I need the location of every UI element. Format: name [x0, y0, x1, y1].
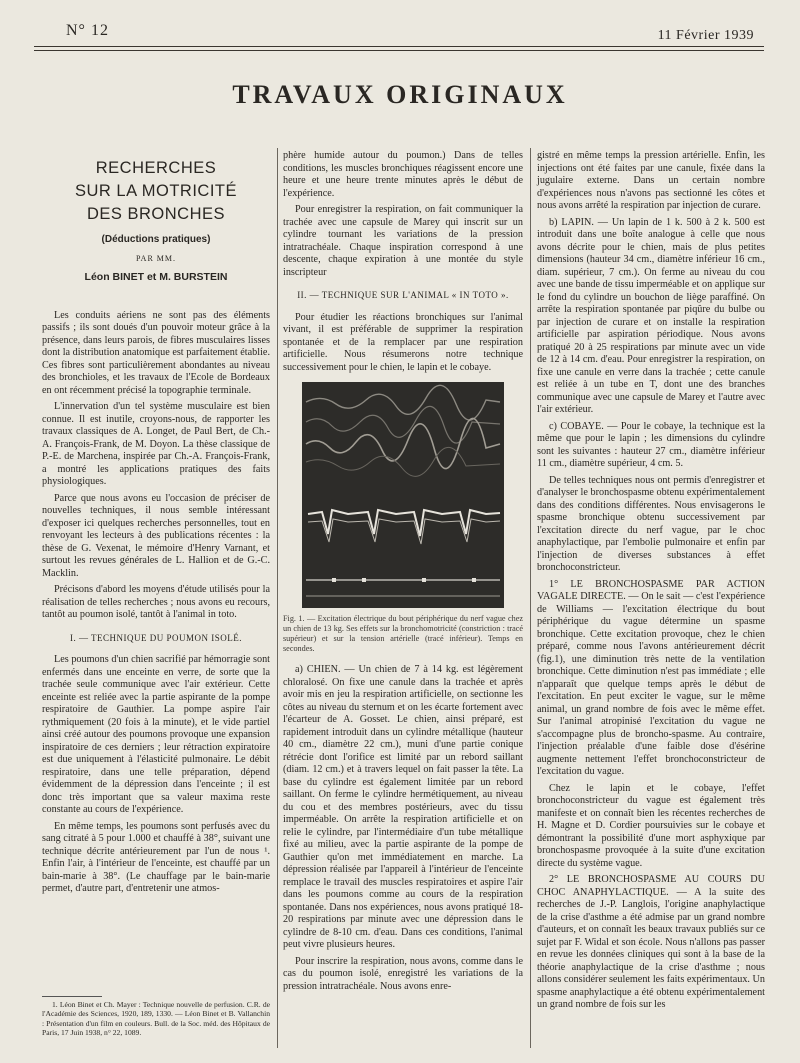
paragraph: Pour enregistrer la respiration, on fait communiquer la trachée avec une capsule de Marey qui inscrit sur un cylindre tournant les variations de la pression intratrachéale. Chaque inspiration correspond à une descente, chaque expiration à une montée du style inscripteur	[283, 204, 523, 278]
paragraph: c) COBAYE. — Pour le cobaye, la technique est la même que pour le lapin ; les dimensions du cylindre sont les suivantes : hauteur 27 cm., diamètre inférieur 11 cm., diamètre supérieur, 4 cm. 5.	[537, 420, 765, 469]
paragraph: b) LAPIN. — Un lapin de 1 k. 500 à 2 k. 500 est introduit dans une boîte analogue à celle que nous avons décrite pour le chien, mais de plus petites dimensions (hauteur 34 cm., diamètre inférieur 16 cm., diam. supérieur, 7 cm.). On ferme au niveau du cou avec une bande de tissu imperméable et on applique sur le fond du cylindre un bouchon de liège paraffiné. On arrête la respiration spontanée par piqûre du bulbe ou par injection de curare et on installe la respiration artificielle par aspiration périodique. Nous avons pratiqué 20 à 25 respirations par minute avec un vide de 12 à 14 cm. d'eau. Pour enregistrer la respiration, on fixe une canule en verre dans la trachée ; cette canule est reliée à un tube en T, dont une des branches communique avec une capsule de Marey et l'autre avec l'air extérieur.	[537, 216, 765, 415]
byline-prefix: PAR MM.	[135, 253, 177, 263]
paragraph: a) CHIEN. — Un chien de 7 à 14 kg. est légèrement chloralosé. On fixe une canule dans la trachée et après avoir mis en jeu la respiration artificielle, on sectionne les côtes au niveau du sternum et on les écarte fortement avec l'écarteur de A. Gosset. Le chien, ainsi préparé, est rapidement introduit dans un cylindre métallique (hauteur 40 cm., diamètre 22 cm.), muni d'une partie conique rétrécie dont l'orifice est limité par un rebord saillant (diam. 12 cm.) et à travers lequel on fait passer la tête. La base du cylindre est également limitée par un rebord saillant. On ferme le cylindre hermétiquement, au niveau du cou et des membres postérieurs, avec du tissu imperméable. On arrête la respiration artificielle et on relie le cylindre, par l'intermédiaire d'un tube métallique fixé au milieu, avec la partie aspirante de la pompe de Gauthier qu'on met immédiatement en marche. La dépression réalisée par l'appareil à l'intérieur de l'enceinte remplace le travail des muscles respiratoires et aspire l'air dans les poumons comme au cours de la respiration spontanée. Dans nos expériences, nous avons pratiqué 18-20 respirations par minute avec une dépression dans le cylindre de 8-10 cm. d'eau. Dans ces conditions, l'animal peut vivre plusieurs heures.	[283, 664, 523, 950]
header-rule-top	[34, 46, 764, 47]
footnote: 1. Léon Binet et Ch. Mayer : Technique nouvelle de perfusion. C.R. de l'Académie des Sciences, 1920, 189, 1330. — Léon Binet et B. Vallanchin : Présentation d'un film en couleurs. Bull. de la Soc. méd. des Hôpitaux de Paris, 17 Juin 1938, n° 22, 1089.	[42, 1000, 270, 1038]
title-line: SUR LA MOTRICITÉ	[74, 182, 238, 200]
issue-date: 11 Février 1939	[657, 28, 754, 43]
header-rule-bottom	[34, 50, 764, 51]
paragraph: Les conduits aériens ne sont pas des éléments passifs ; ils sont doués d'un pouvoir moteur grâce à la présence, dans leurs parois, de fibres musculaires lisses dont la distribution anatomique est parfaitement établie. Ces fibres sont particulièrement abondantes au niveau des bronchioles, et les travaux de l'Ecole de Bordeaux en ont récemment précisé la topographie terminale.	[42, 309, 270, 396]
issue-number: N° 12	[66, 22, 109, 39]
paragraph: 2° LE BRONCHOSPASME AU COURS DU CHOC ANAPHYLACTIQUE. — A la suite des recherches de J.-P. Langlois, l'origine anaphylactique de la crise d'asthme a été admise par un grand nombre d'auteurs, et on connaît les beaux travaux publiés sur ce sujet par F. Widal et son école. Nous n'allons pas passer en revue les données cliniques qui sont à la base de la théorie anaphylactique de la crise d'asthme ; nous allons considérer seulement les faits expérimentaux. Un spasme anaphylactique a été obtenu expérimentalement un grand nombre de fois sur les	[537, 874, 765, 1010]
paragraph: phère humide autour du poumon.) Dans de telles conditions, les muscles bronchiques réagissent encore une heure et une heure trente minutes après le début de l'expérience.	[283, 150, 523, 199]
footnote-rule	[42, 996, 102, 997]
paragraph: Pour étudier les réactions bronchiques sur l'animal vivant, il est préférable de supprimer la respiration spontanée et de la remplacer par une respiration artificielle. Nous résumerons notre technique successivement pour le chien, le lapin et le cobaye.	[283, 311, 523, 373]
column-2	[283, 150, 523, 997]
paragraph: Les poumons d'un chien sacrifié par hémorragie sont enfermés dans une enceinte en verre, de sorte que la trachée seule communique avec l'air extérieur. Cette enceinte est reliée avec la partie aspirante de la pompe respiratoire de Gauthier. La pompe aspire l'air rythmiquement (20 fois à la minute), et le vide partiel ainsi créé autour des poumons provoque une expansion inspiratoire de ces derniers ; leur rétraction expiratoire est due uniquement à l'élasticité pulmonaire. Le débit respiratoire, dans une telle préparation, dépend évidemment de la dépression dans l'enceinte ; il est donc très important que sa valeur maxima reste constante au cours de l'expérience.	[42, 654, 270, 815]
article-authors: Léon BINET et M. BURSTEIN	[84, 271, 228, 283]
paragraph: Pour inscrire la respiration, nous avons, comme dans le cas du poumon isolé, enregistré les variations de la pression intratrachéale. Nous avons enre-	[283, 955, 523, 992]
paragraph: gistré en même temps la pression artérielle. Enfin, les injections ont été faites par une canule, fixée dans la jugulaire externe. Dans un certain nombre d'expériences nous n'avons pas sectionné les côtes et nous avons arrêté la respiration par injection de curare.	[537, 150, 765, 211]
article-title	[42, 157, 270, 226]
article-subtitle: (Déductions pratiques)	[101, 234, 211, 245]
section-title: TRAVAUX ORIGINAUX	[232, 80, 568, 109]
column-divider	[277, 148, 278, 1048]
section-heading: II. — TECHNIQUE SUR L'ANIMAL « IN TOTO ».	[297, 290, 509, 300]
paragraph: 1° LE BRONCHOSPASME PAR ACTION VAGALE DIRECTE. — On le sait — c'est l'expérience de Williams — l'excitation électrique du bout périphérique du vague détermine un spasme bronchique. Cette excitation provoque, chez le chien préparé, comme nous l'avons antérieurement décrit (fig.1), une diminution très nette de la ventilation bronchique. Cette diminution n'est pas immédiate ; elle n'apparaît que quelque temps après le début de l'excitation. En peut exciter le vague, sur le même animal, un grand nombre de fois avec le même effet. Sur l'animal atropinisé l'excitation du vague ne s'accompagne plus de broncho-spasme. Au contraire, l'injection préalable d'une faible dose d'ésérine augmente nettement l'effet bronchoconstricteur de l'excitation du vague.	[537, 578, 765, 777]
paragraph: L'innervation d'un tel système musculaire est bien connue. Il est inutile, croyons-nous, de rapporter les travaux classiques de A. Longet, de Paul Bert, de Ch.-A. François-Frank, de M. Doyon. La thèse classique de P.-E. de Marchena, inspirée par Ch.-A. François-Frank, a montré les applications pratiques des faits physiologiques.	[42, 401, 270, 487]
column-3	[537, 150, 765, 1016]
section-heading: I. — TECHNIQUE DU POUMON ISOLÉ.	[69, 632, 243, 643]
title-line: DES BRONCHES	[86, 205, 226, 223]
paragraph: Parce que nous avons eu l'occasion de préciser de nouvelles techniques, il nous semble intéressant d'exposer ici quelques recherches personnelles, tout en renvoyant les lecteurs à des publications récentes : la thèse de G. Vexenat, le mémoire d'Henry Varnant, et surtout les revues générales de L. Hallion et de G.-C. Macklin.	[42, 492, 270, 579]
paragraph: En même temps, les poumons sont perfusés avec du sang citraté à 5 pour 1.000 et chauffé à 38°, suivant une technique décrite antérieurement par l'un de nous ¹. Enfin l'air, à l'intérieur de l'enceinte, est chauffé par un bain-marie à 38°. (Le chauffage par le bain-marie permet, d'autre part, d'entretenir une atmos-	[42, 820, 270, 894]
column-divider	[530, 148, 531, 1048]
kymograph-trace-image	[302, 382, 504, 608]
figure-caption: Fig. 1. — Excitation électrique du bout périphérique du nerf vague chez un chien de 13 kg. Ses effets sur la bronchomotricité (constriction : tracé supérieur) et sur la tension artérielle (tracé inférieur). Temps en secondes.	[283, 614, 523, 653]
paragraph: Précisons d'abord les moyens d'étude utilisés pour la réalisation de telles recherches ; nous avons eu recours, tantôt au poumon isolé, tantôt à l'animal in toto.	[42, 584, 270, 620]
column-1	[42, 145, 270, 900]
footnotes	[42, 1000, 270, 1038]
figure-1-trace	[302, 382, 504, 608]
paragraph: De telles techniques nous ont permis d'enregistrer et d'analyser le bronchospasme obtenu expérimentalement dans des conditions différentes. Nous envisagerons le spasme bronchique obtenu successivement par l'excitation directe du nerf vague, par le choc anaphylactique, par l'embolie pulmonaire et enfin par l'injection de diverses substances à effet bronchoconstricteur.	[537, 474, 765, 573]
title-line: RECHERCHES	[95, 159, 217, 177]
paragraph: Chez le lapin et le cobaye, l'effet bronchoconstricteur du vague est également très manifeste et on connaît bien les récentes recherches de H. Magne et D. Cordier poursuivies sur le cobaye et démontrant la possibilité d'une mort asphyxique par bronchospasme provoquée à la suite d'une excitation directe du système vague.	[537, 782, 765, 869]
